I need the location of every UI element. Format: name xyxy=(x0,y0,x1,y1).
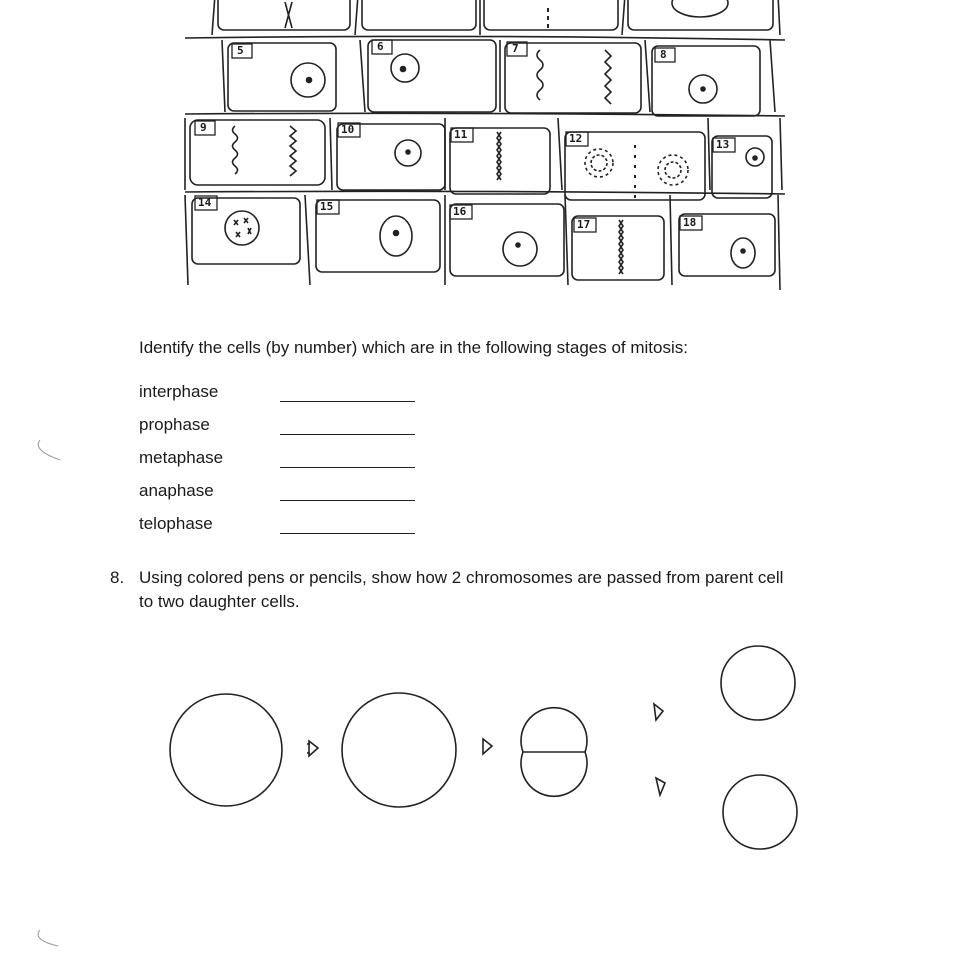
answer-blank-anaphase[interactable] xyxy=(280,500,415,501)
cell-label: 12 xyxy=(569,132,583,145)
answer-blank-prophase[interactable] xyxy=(280,434,415,435)
cell-label: 16 xyxy=(453,205,467,218)
stage-metaphase: metaphase xyxy=(139,448,224,467)
cell-label: 11 xyxy=(454,128,468,141)
stage-prophase: prophase xyxy=(139,415,210,434)
arrow-icon xyxy=(654,704,663,720)
question-7-prompt: Identify the cells (by number) which are in the following stages of mitosis: xyxy=(139,338,688,357)
cell-label: 10 xyxy=(341,123,355,136)
cell-label: 15 xyxy=(320,200,334,213)
cell-label: 14 xyxy=(198,196,212,209)
arrow-icon xyxy=(307,741,318,756)
question-8-number: 8. xyxy=(110,568,125,587)
stage-anaphase: anaphase xyxy=(139,481,214,500)
cell-label: 7 xyxy=(512,42,519,55)
question-8-line-2: to two daughter cells. xyxy=(139,592,300,611)
arrow-icon xyxy=(483,739,492,754)
answer-blank-metaphase[interactable] xyxy=(280,467,415,468)
arrow-icon xyxy=(656,778,665,795)
answer-blank-telophase[interactable] xyxy=(280,533,415,534)
question-8-line-1: Using colored pens or pencils, show how 2 chromosomes are passed from parent cell xyxy=(139,568,784,587)
cell-label: 8 xyxy=(660,48,667,61)
answer-blank-interphase[interactable] xyxy=(280,401,415,402)
stage-interphase: interphase xyxy=(139,382,219,401)
cell-label: 13 xyxy=(716,138,730,151)
cell-label: 5 xyxy=(237,44,244,57)
cell-label: 18 xyxy=(683,216,697,229)
cell-label: 17 xyxy=(577,218,591,231)
cell-label: 9 xyxy=(200,121,207,134)
stage-telophase: telophase xyxy=(139,514,213,533)
cell-label: 6 xyxy=(377,40,384,53)
